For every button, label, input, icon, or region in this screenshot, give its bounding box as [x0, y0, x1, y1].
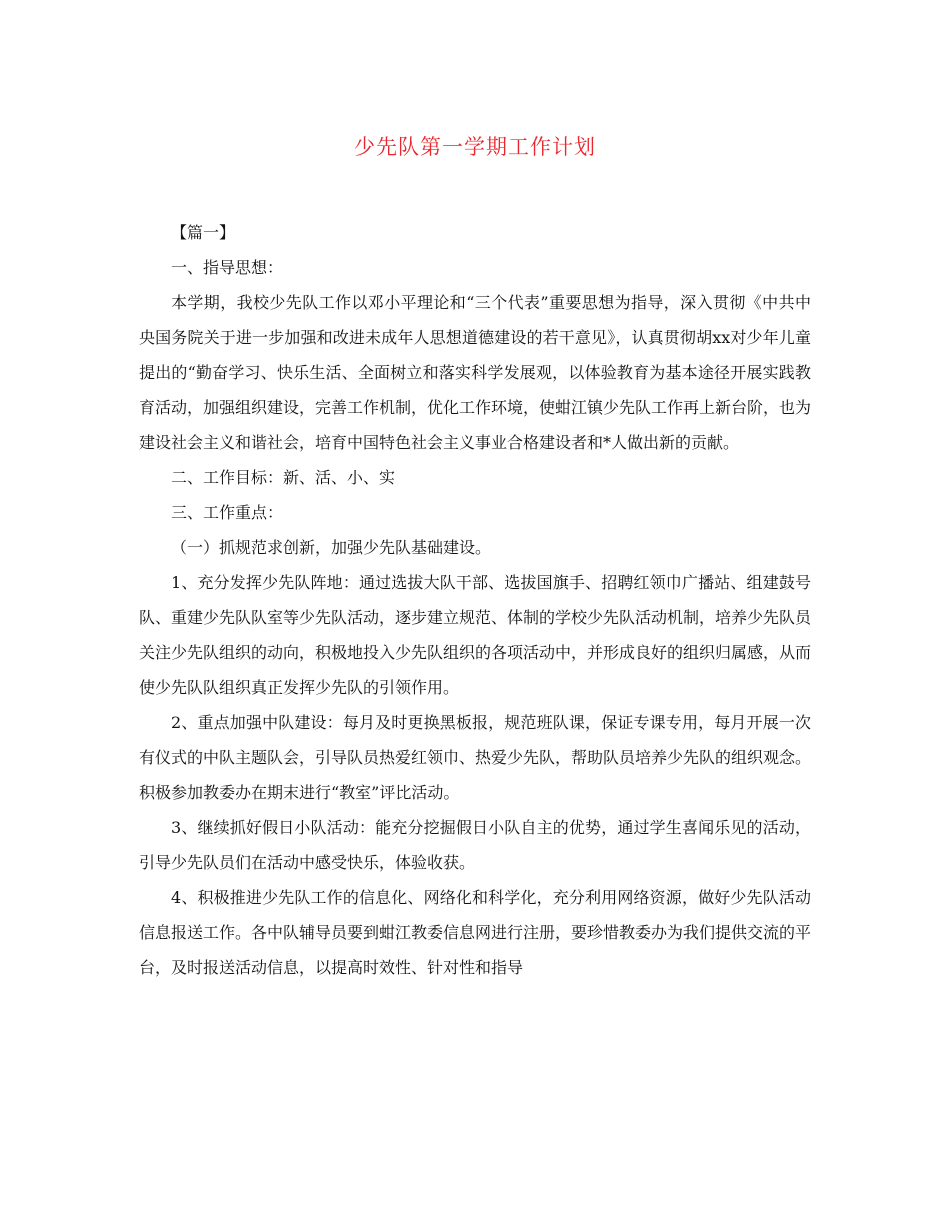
paragraph-guiding-ideology: 本学期，我校少先队工作以邓小平理论和“三个代表”重要思想为指导，深入贯彻《中共中央国务院关于进一步加强和改进未成年人思想道德建设的若干意见》，认真贯彻胡xx对少年儿童提出的“勤奋学习、快乐生活、全面树立和落实科学发展观，以体验教育为基本途径开展实践教育活动，加强组织建设，完善工作机制，优化工作环境，使蚶江镇少先队工作再上新台阶，也为建设社会主义和谐社会，培育中国特色社会主义事业合格建设者和*人做出新的贡献。: [139, 293, 812, 452]
subheading-basic-construction: （一）抓规范求创新，加强少先队基础建设。: [171, 538, 492, 557]
section-label: 【篇一】: [171, 223, 236, 242]
document-title: 少先队第一学期工作计划: [354, 135, 596, 159]
paragraph-item-2: 2、重点加强中队建设：每月及时更换黑板报，规范班队课，保证专课专用，每月开展一次有仪式的中队主题队会，引导队员热爱红领巾、热爱少先队，帮助队员培养少先队的组织观念。积极参加教委办在期末进行“教室”评比活动。: [139, 713, 812, 802]
paragraph-item-3: 3、继续抓好假日小队活动：能充分挖掘假日小队自主的优势，通过学生喜闻乐见的活动，引导少先队员们在活动中感受快乐，体验收获。: [139, 818, 811, 872]
heading-work-focus: 三、工作重点：: [171, 503, 284, 522]
paragraph-item-1: 1、充分发挥少先队阵地：通过选拔大队干部、选拔国旗手、招聘红领巾广播站、组建鼓号队、重建少先队队室等少先队活动，逐步建立规范、体制的学校少先队活动机制，培养少先队员关注少先队组织的动向，积极地投入少先队组织的各项活动中，并形成良好的组织归属感，从而使少先队队组织真正发挥少先队的引领作用。: [139, 573, 812, 697]
document-body: [139, 215, 811, 985]
heading-work-goals: 二、工作目标：新、活、小、实: [171, 468, 396, 487]
paragraph-item-4: 4、积极推进少先队工作的信息化、网络化和科学化，充分利用网络资源，做好少先队活动信息报送工作。各中队辅导员要到蚶江教委信息网进行注册，要珍惜教委办为我们提供交流的平台，及时报送活动信息，以提高时效性、针对性和指导: [139, 888, 812, 977]
heading-guiding-ideology: 一、指导思想：: [171, 258, 284, 277]
